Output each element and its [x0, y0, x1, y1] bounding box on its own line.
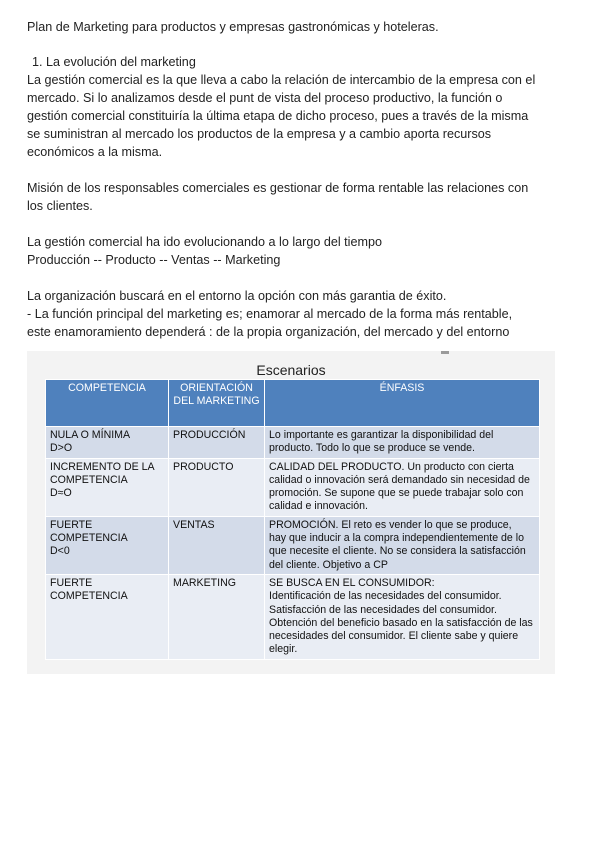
cell-enfasis: [265, 458, 540, 516]
cropped-mark: [441, 351, 449, 354]
cell-enfasis: [265, 574, 540, 659]
cell-line: D<0: [50, 545, 70, 558]
cell-competencia: [46, 427, 169, 459]
cell-orientacion: PRODUCTO: [169, 458, 265, 516]
cell-enfasis-body: Identificación de las necesidades del consumidor. Satisfacción de las necesidades del consumidor. Obtención del beneficio basado en la satisfacción de las necesidades del consumidor. El cliente sabe y quiere elegir.: [269, 590, 533, 656]
scenarios-figure: [27, 351, 555, 674]
table-row: [46, 516, 540, 574]
paragraph-line: La gestión comercial ha ido evolucionando a lo largo del tiempo: [27, 235, 382, 249]
cell-enfasis: [265, 427, 540, 459]
header-orientacion: ORIENTACIÓN DEL MARKETING: [169, 380, 265, 427]
cell-line: FUERTE: [50, 518, 93, 531]
cell-line: D>O: [50, 442, 73, 455]
header-competencia: COMPETENCIA: [46, 380, 169, 427]
header-enfasis: ÉNFASIS: [265, 380, 540, 427]
cell-competencia: [46, 516, 169, 574]
cell-line: INCREMENTO DE LA: [50, 460, 155, 473]
paragraph-line: gestión comercial constituiría la última etapa de dicho proceso, pues a través de la misma: [27, 109, 529, 123]
paragraph-line: este enamoramiento dependerá : de la propia organización, del mercado y del entorno: [27, 325, 510, 339]
cell-enfasis: [265, 516, 540, 574]
table-row: [46, 427, 540, 459]
cell-orientacion: VENTAS: [169, 516, 265, 574]
section-evolution: [27, 53, 535, 161]
cell-enfasis-body: producto. Todo lo que se produce se vende.: [269, 442, 475, 455]
figure-title: Escenarios: [256, 362, 326, 378]
paragraph-line: La gestión comercial es la que lleva a cabo la relación de intercambio de la empresa con el: [27, 73, 536, 87]
cell-orientacion: PRODUCCIÓN: [169, 427, 265, 459]
mission-paragraph: [27, 179, 528, 215]
scenarios-table: [45, 379, 540, 660]
paragraph-line: se suministran al mercado los productos de la empresa y a cambio aporta recursos: [27, 127, 492, 141]
cell-competencia: [46, 458, 169, 516]
paragraph-line: mercado. Si lo analizamos desde el punt de vista del proceso productivo, la función o: [27, 91, 503, 105]
organization-paragraph: [27, 287, 512, 341]
evolution-paragraph: [27, 233, 382, 269]
table-row: [46, 458, 540, 516]
cell-line: COMPETENCIA: [50, 590, 128, 603]
paragraph-line: económicos a la misma.: [27, 145, 163, 159]
cell-line: COMPETENCIA: [50, 473, 128, 486]
cell-competencia: [46, 574, 169, 659]
paragraph-line: Misión de los responsables comerciales es gestionar de forma rentable las relaciones con: [27, 181, 529, 195]
paragraph-line: los clientes.: [27, 199, 93, 213]
table-header-row: [46, 380, 540, 427]
paragraph-line: - La función principal del marketing es; enamorar al mercado de la forma más rentable,: [27, 307, 513, 321]
cell-enfasis-title: Lo importante es garantizar la disponibilidad del: [269, 429, 494, 441]
cell-line: D≈O: [50, 487, 72, 500]
cell-line: NULA O MÍNIMA: [50, 429, 131, 441]
cell-enfasis-title: CALIDAD DEL PRODUCTO. Un producto con cierta: [269, 460, 514, 473]
cell-enfasis-body: calidad o innovación será demandado sin necesidad de promoción. Se supone que se puede trabajar solo con calidad e innovación.: [269, 473, 530, 513]
section-heading: 1. La evolución del marketing: [32, 55, 196, 69]
cell-enfasis-title: PROMOCIÓN. El reto es vender lo que se produce,: [269, 518, 512, 531]
cell-line: COMPETENCIA: [50, 532, 128, 545]
cell-line: FUERTE: [50, 576, 93, 589]
paragraph-line: La organización buscará en el entorno la opción con más garantia de éxito.: [27, 289, 447, 303]
table-row: [46, 574, 540, 659]
evolution-sequence: Producción -- Producto -- Ventas -- Marketing: [27, 253, 281, 267]
document-title: Plan de Marketing para productos y empresas gastronómicas y hoteleras.: [27, 20, 439, 34]
cell-enfasis-body: hay que inducir a la compra independientemente de lo que necesite el cliente. No se considera la satisfacción del cliente. Objetivo a CP: [269, 532, 526, 571]
cell-enfasis-title: SE BUSCA EN EL CONSUMIDOR:: [269, 576, 435, 589]
cell-orientacion: MARKETING: [169, 574, 265, 659]
